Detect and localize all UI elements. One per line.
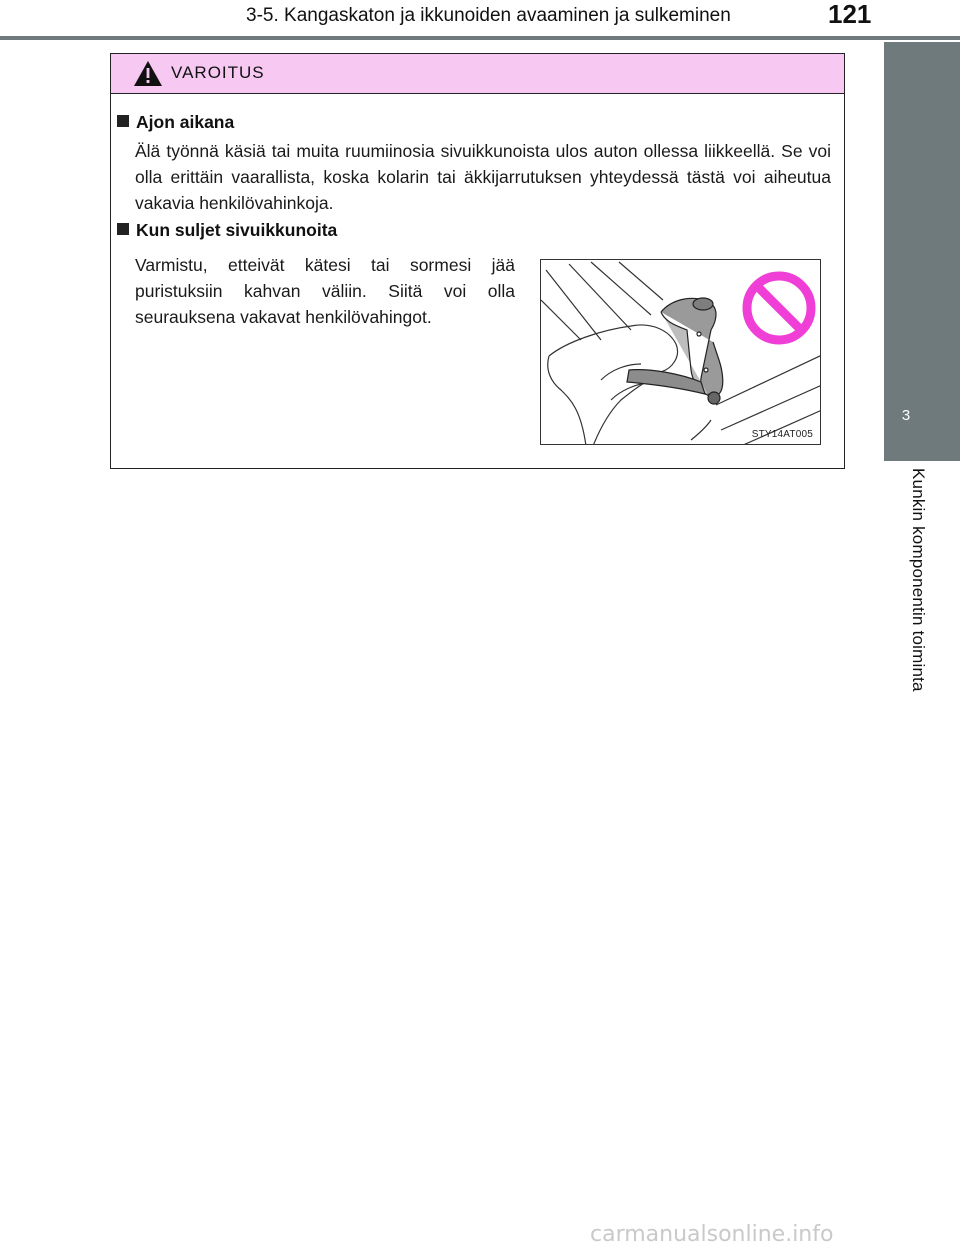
square-bullet-icon: [117, 115, 129, 127]
section-heading-text: Ajon aikana: [136, 112, 235, 132]
chapter-tab: [884, 379, 960, 461]
section-title: 3-5. Kangaskaton ja ikkunoiden avaaminen ja sulkeminen: [246, 5, 731, 26]
page-number: 121: [828, 0, 872, 29]
header-rule: [0, 36, 960, 40]
prohibition-icon: [747, 276, 811, 340]
warning-box: [110, 53, 845, 469]
section-heading-closing: [117, 220, 337, 241]
watermark: carmanualsonline.info: [590, 1222, 834, 1247]
section-text-driving: Älä työnnä käsiä tai muita ruumiinosia sivuikkunoista ulos auton ollessa liikkeellä. Se voi olla erittäin vaarallista, koska kolarin tai äkkijarrutuksen yhteydessä tästä voi aiheutua vakavia henkilövahinkoja.: [135, 141, 831, 213]
hand-handle-drawing: [541, 260, 821, 445]
chapter-label: Kunkin komponentin toiminta: [909, 468, 928, 692]
chapter-number: 3: [901, 407, 911, 424]
section-heading-text: Kun suljet sivuikkunoita: [136, 220, 338, 240]
side-strip: [884, 42, 960, 379]
illustration-hand-on-handle: [540, 259, 821, 445]
warning-triangle-icon: [133, 60, 163, 87]
warning-header: [111, 54, 844, 94]
warning-title: VAROITUS: [171, 63, 265, 82]
section-heading-driving: [117, 112, 234, 133]
figure-code: STY14AT005: [751, 429, 813, 440]
square-bullet-icon: [117, 223, 129, 235]
section-text-closing: Varmistu, etteivät kätesi tai sormesi jää puristuksiin kahvan väliin. Siitä voi olla seurauksena vakavat henkilövahingot.: [135, 255, 515, 327]
